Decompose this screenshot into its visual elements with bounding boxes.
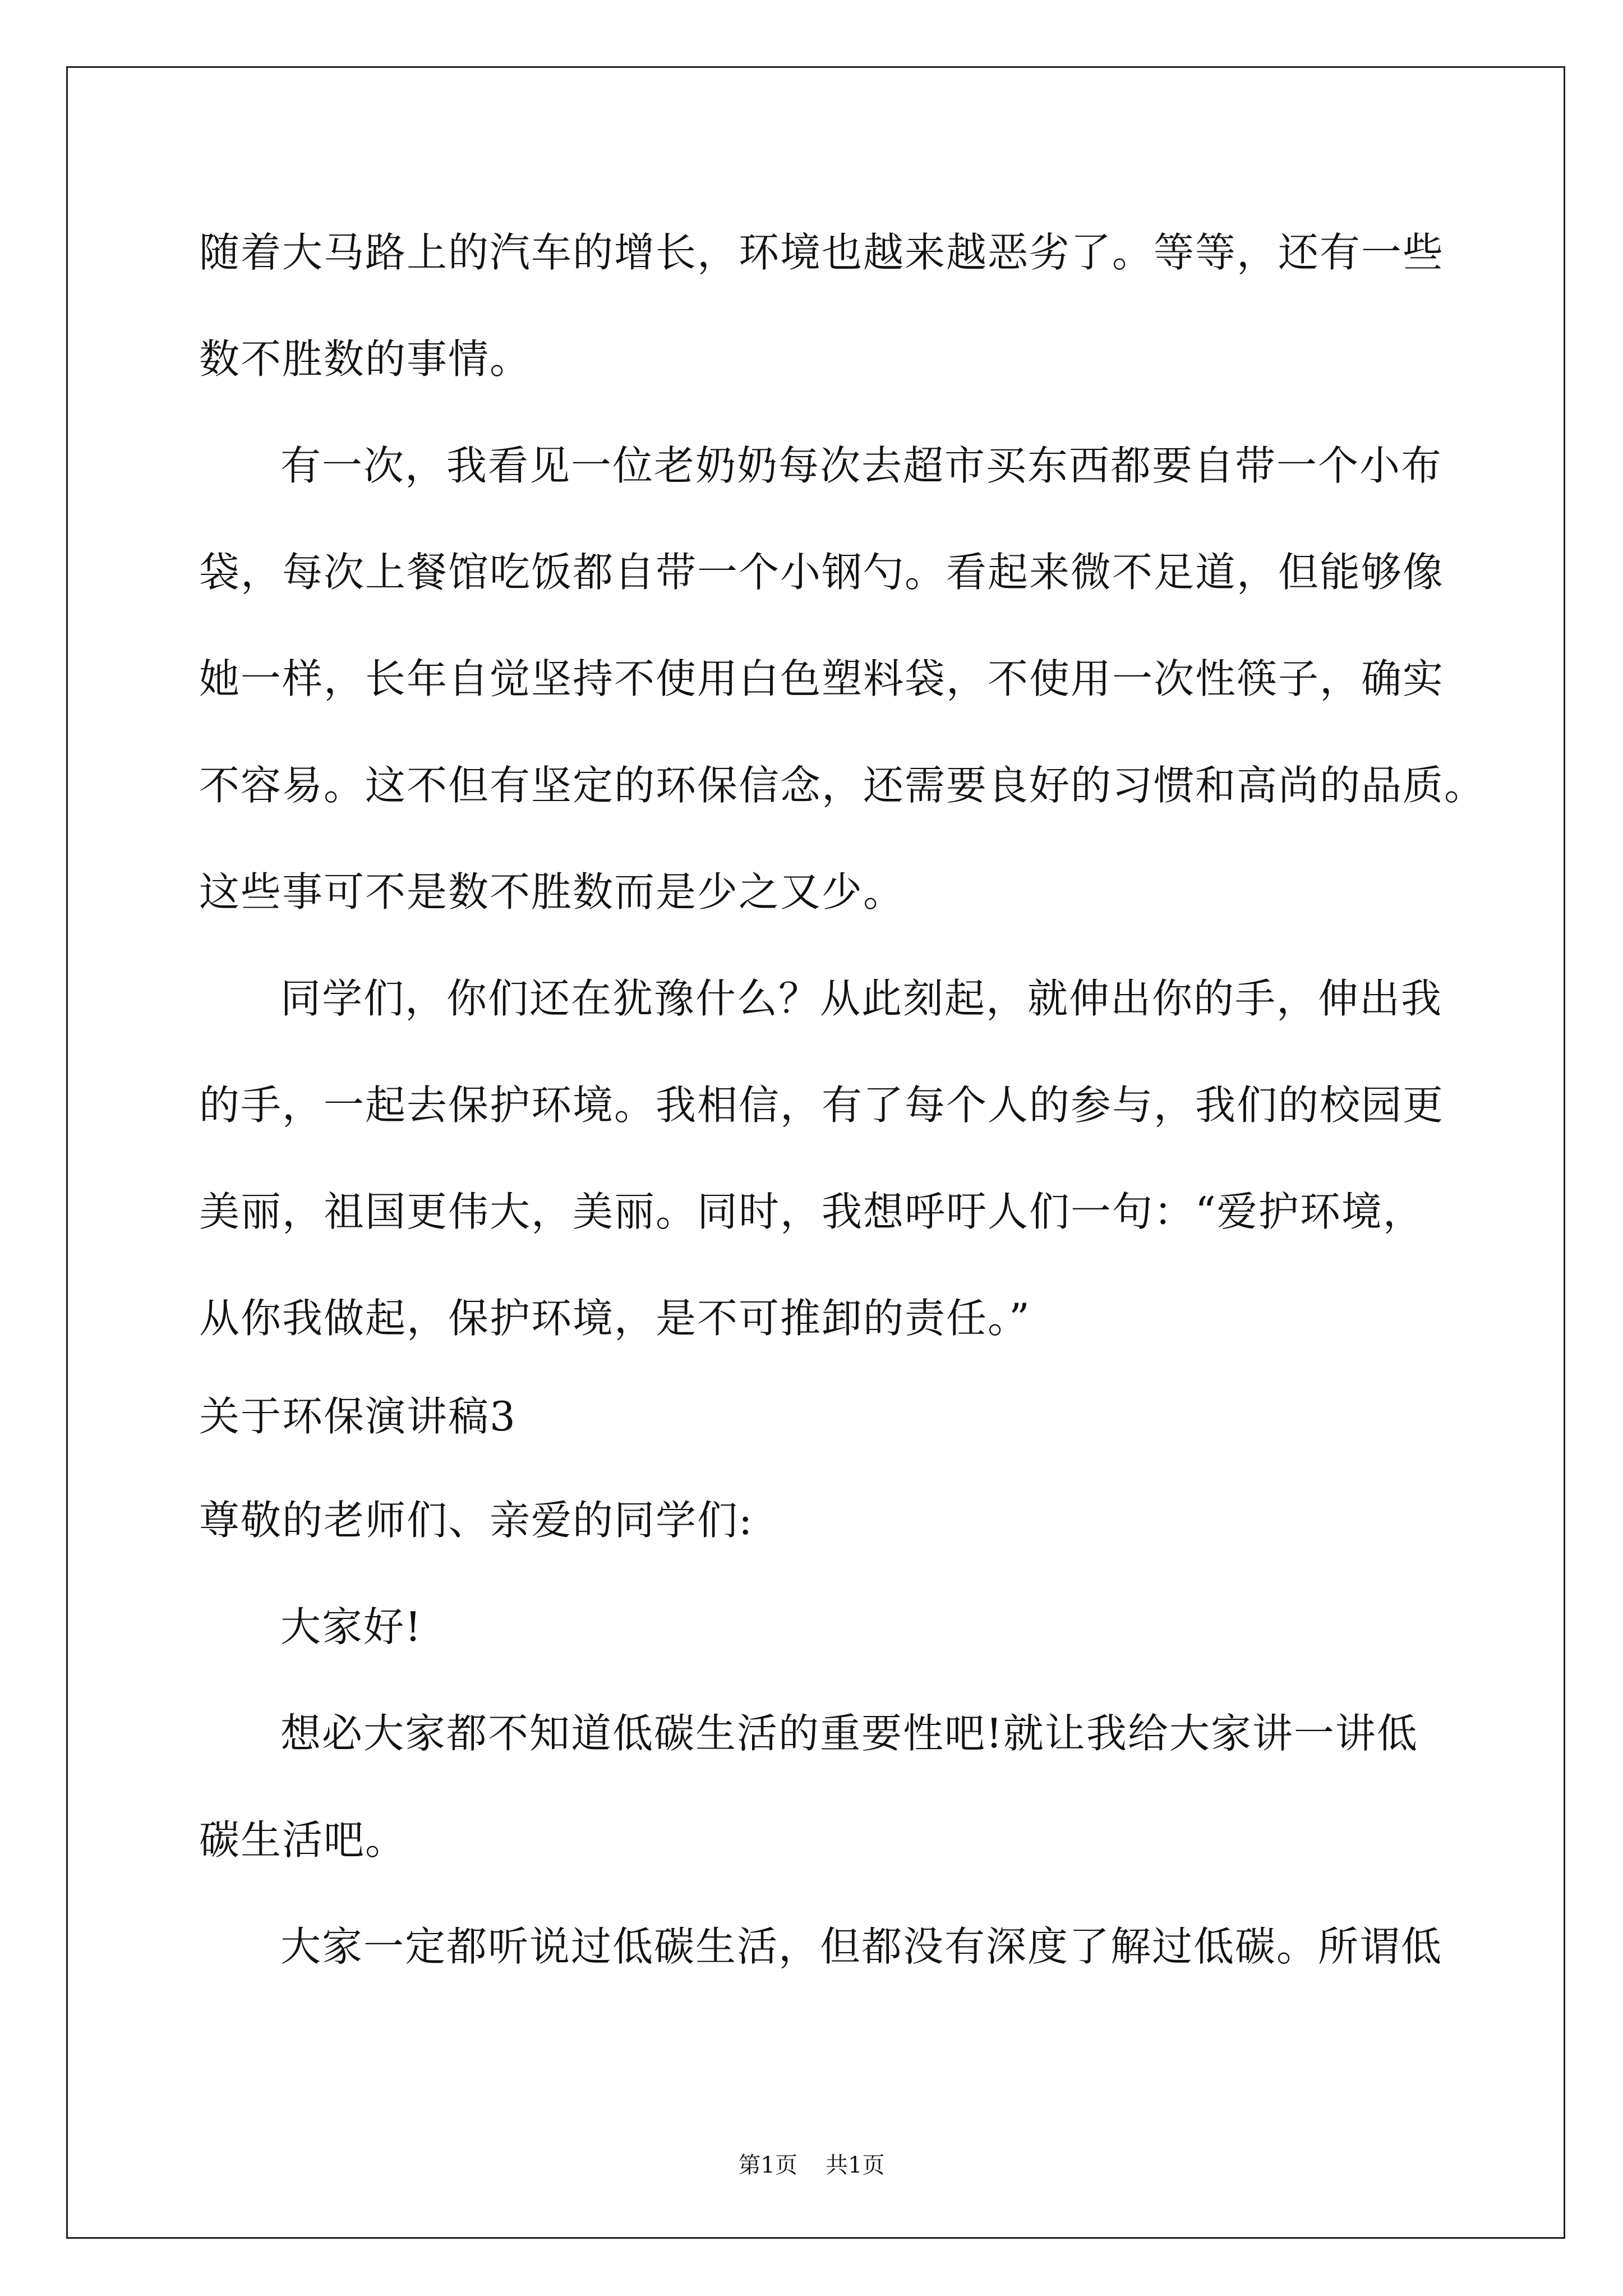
paragraph-line: 想必大家都不知道低碳生活的重要性吧!就让我给大家讲一讲低: [280, 1710, 1418, 1757]
paragraph-line: 大家一定都听说过低碳生活，但都没有深度了解过低碳。所谓低: [280, 1923, 1443, 1970]
greeting: 大家好!: [280, 1603, 422, 1650]
paragraph-line: 同学们，你们还在犹豫什么？从此刻起，就伸出你的手，伸出我: [280, 975, 1443, 1022]
paragraph-line: 的手，一起去保护环境。我相信，有了每个人的参与，我们的校园更: [199, 1082, 1445, 1129]
paragraph-line: 不容易。这不但有坚定的环保信念，还需要良好的习惯和高尚的品质。: [199, 762, 1486, 809]
paragraph-line: 她一样，长年自觉坚持不使用白色塑料袋，不使用一次性筷子，确实: [199, 655, 1445, 702]
paragraph-line: 美丽，祖国更伟大，美丽。同时，我想呼吁人们一句：“爱护环境，: [199, 1188, 1424, 1235]
page-border: [66, 66, 1565, 2239]
paragraph-line: 袋，每次上餐馆吃饭都自带一个小钢勺。看起来微不足道，但能够像: [199, 549, 1445, 596]
paragraph-line: 随着大马路上的汽车的增长，环境也越来越恶劣了。等等，还有一些: [199, 229, 1445, 276]
paragraph-line: 数不胜数的事情。: [199, 335, 532, 383]
salutation: 尊敬的老师们、亲爱的同学们:: [199, 1497, 754, 1544]
paragraph-line: 这些事可不是数不胜数而是少之又少。: [199, 868, 905, 915]
page-total: 共1页: [826, 2152, 885, 2178]
paragraph-line: 碳生活吧。: [199, 1816, 407, 1864]
section-heading: 关于环保演讲稿3: [199, 1393, 517, 1440]
paragraph-line: 有一次，我看见一位老奶奶每次去超市买东西都要自带一个小布: [280, 442, 1443, 489]
paragraph-line: 从你我做起，保护环境，是不可推卸的责任。”: [199, 1295, 1031, 1342]
page-footer: [0, 2151, 1623, 2179]
page-number: 第1页: [738, 2152, 797, 2178]
